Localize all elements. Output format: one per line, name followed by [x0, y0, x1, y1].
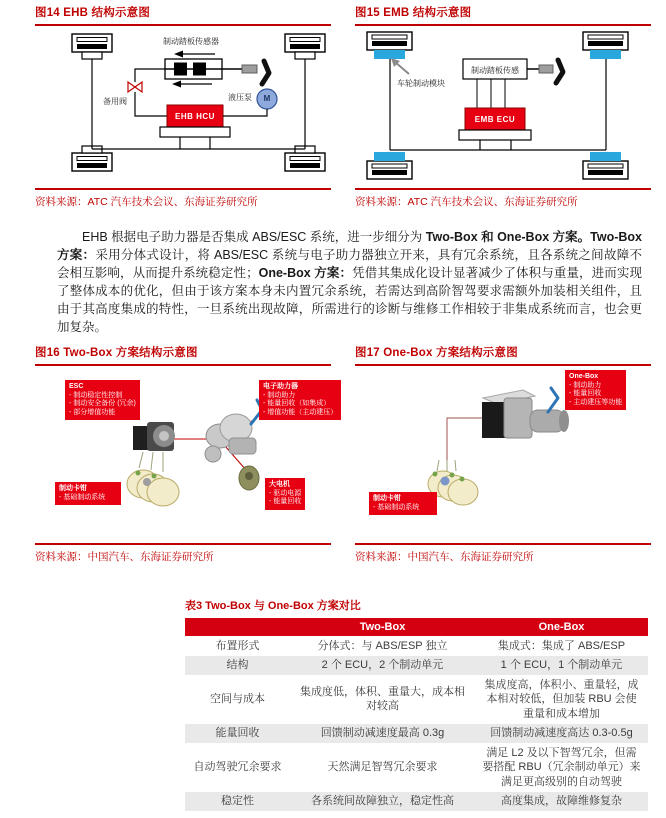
- wheel-module-label: 车轮制动模块: [397, 79, 445, 88]
- figure-14: [35, 4, 331, 209]
- annotation-line: ESC: [69, 383, 84, 390]
- table-row: [185, 636, 648, 656]
- ehb-hcu-label: EHB HCU: [175, 112, 215, 121]
- annotation-line: - 增值功能（主动建压）: [263, 408, 338, 416]
- figure-17-source: 资料来源：中国汽车、东海证券研究所: [355, 543, 651, 564]
- para-seg: 凭借其集成化设计显著减少了体积与重量，进而实现了整体成本的优化，但由于该方案本身未内置冗余系统，若需达到高阶智驾要求需额外加装相关组件，且由于其高度集成的特性，一旦系统出现故障，所需进行的诊断与维修工作相较于非集成系统而言，也会更加复杂。: [57, 266, 642, 334]
- table-header-row: [185, 618, 648, 636]
- figure-15: [355, 4, 651, 209]
- table-row: [185, 743, 648, 792]
- emb-diagram-art: [355, 26, 651, 186]
- table-cell: 集成度低，体积、重量大，成本相对较高: [300, 685, 465, 713]
- annotation-line: - 制动助力: [569, 381, 602, 389]
- table-cell: 回馈制动减速度高达 0.3-0.5g: [490, 727, 633, 739]
- annotation-line: One-Box: [569, 373, 599, 380]
- table-row: [185, 675, 648, 724]
- annotation-line: - 能量回收（如集成）: [263, 400, 331, 407]
- table-cell: 自动驾驶冗余要求: [193, 761, 282, 773]
- table-row: [185, 792, 648, 812]
- esc-annotation-box: [65, 380, 140, 420]
- body-paragraph: [57, 228, 642, 336]
- emb-pedal-sensor-label: 制动踏板传感: [471, 66, 519, 75]
- para-seg-bold: Two-Box 和 One-Box 方案。Two-Box 方案：: [57, 230, 642, 262]
- table-row: [185, 656, 648, 676]
- annotation-line: - 制动稳定性控制: [69, 391, 123, 399]
- table-cell: 分体式：与 ABS/ESP 独立: [317, 639, 448, 652]
- table-cell: 空间与成本: [210, 693, 265, 705]
- table-cell: 1 个 ECU，1 个制动单元: [500, 659, 623, 671]
- ehb-diagram-art: [35, 26, 331, 186]
- table-row: [185, 724, 648, 744]
- table-cell: 布置形式: [215, 639, 260, 652]
- table-cell: 集成式：集成了 ABS/ESP: [497, 639, 626, 652]
- table-cell: 满足 L2 及以下智驾冗余，但需要搭配 RBU（冗余制动单元）来满足更高级别的自动驾驶: [482, 746, 641, 788]
- caliper-annotation-box-17: [369, 492, 437, 515]
- para-seg: 采用分体式设计，将 ABS/ESC 系统与电子助力器独立开来，具有冗余系统，且各系统之间故障不会相互影响，从而提升系统稳定性；: [57, 248, 642, 280]
- figure-15-title: 图15 EMB 结构示意图: [355, 4, 651, 26]
- table-cell: 结构: [226, 659, 249, 671]
- table-cell: 高度集成，故障维修复杂: [501, 795, 622, 807]
- annotation-line: - 能量回收: [269, 498, 302, 505]
- booster-annotation-box: [259, 380, 341, 420]
- figure-17-title: 图17 One-Box 方案结构示意图: [355, 344, 651, 366]
- table-title: 表3 Two-Box 与 One-Box 方案对比: [185, 600, 361, 612]
- one-box-diagram: [355, 366, 651, 541]
- figure-17: [355, 344, 651, 564]
- backup-valve-label: 备用阀: [103, 97, 127, 106]
- annotation-line: 制动卡钳: [59, 485, 87, 492]
- pump-label: 液压泵: [228, 93, 252, 102]
- figure-16-source: 资料来源：中国汽车、东海证券研究所: [35, 543, 331, 564]
- caliper-annotation-box: [55, 482, 121, 505]
- table-cell: 回馈制动减速度最高 0.3g: [320, 727, 445, 739]
- table-header-cell: [185, 618, 290, 636]
- emb-diagram: [355, 26, 651, 186]
- annotation-line: - 能量回收: [569, 390, 602, 397]
- para-seg-bold: One-Box 方案：: [258, 266, 353, 280]
- table-header-cell: One-Box: [538, 621, 585, 633]
- figure-14-source: 资料来源：ATC 汽车技术会议、东海证券研究所: [35, 188, 331, 209]
- annotation-line: 制动卡钳: [373, 495, 401, 502]
- table-cell: 天然满足智驾冗余要求: [327, 761, 438, 773]
- table-header-cell: Two-Box: [359, 621, 406, 633]
- annotation-line: - 驱动电源: [269, 489, 302, 497]
- annotation-line: - 制动助力: [263, 391, 296, 399]
- table-cell: 稳定性: [221, 795, 254, 807]
- figure-16: [35, 344, 338, 564]
- annotation-line: - 制动安全备份 (冗余): [69, 400, 136, 407]
- motor-m-label: M: [263, 94, 271, 103]
- pedal-sensor-label: 制动踏板传感器: [163, 37, 219, 46]
- motor-annotation-box: [265, 478, 305, 510]
- figure-16-title: 图16 Two-Box 方案结构示意图: [35, 344, 331, 366]
- table-cell: 2 个 ECU，2 个制动单元: [321, 659, 444, 671]
- one-box-annotation-box: [565, 370, 626, 410]
- figure-15-source: 资料来源：ATC 汽车技术会议、东海证券研究所: [355, 188, 651, 209]
- figure-14-title: 图14 EHB 结构示意图: [35, 4, 331, 26]
- ehb-diagram: [35, 26, 331, 186]
- emb-ecu-label: EMB ECU: [474, 115, 516, 124]
- comparison-table: [185, 597, 648, 811]
- annotation-line: - 基础制动系统: [373, 503, 420, 511]
- annotation-line: - 主动建压等功能: [569, 398, 623, 406]
- annotation-line: - 基础制动系统: [59, 493, 106, 501]
- table-cell: 能量回收: [215, 727, 260, 739]
- para-seg: EHB 根据电子助力器是否集成 ABS/ESC 系统，进一步细分为: [82, 230, 426, 244]
- annotation-line: 电子助力器: [263, 383, 298, 390]
- annotation-line: - 部分增值功能: [69, 408, 116, 416]
- table-cell: 集成度高，体积小、重量轻，成本相对较低，但加装 RBU 会使重量和成本增加: [484, 678, 639, 720]
- annotation-line: 大电机: [269, 481, 290, 488]
- two-box-diagram: [35, 366, 338, 541]
- table-cell: 各系统间故障独立，稳定性高: [311, 795, 454, 807]
